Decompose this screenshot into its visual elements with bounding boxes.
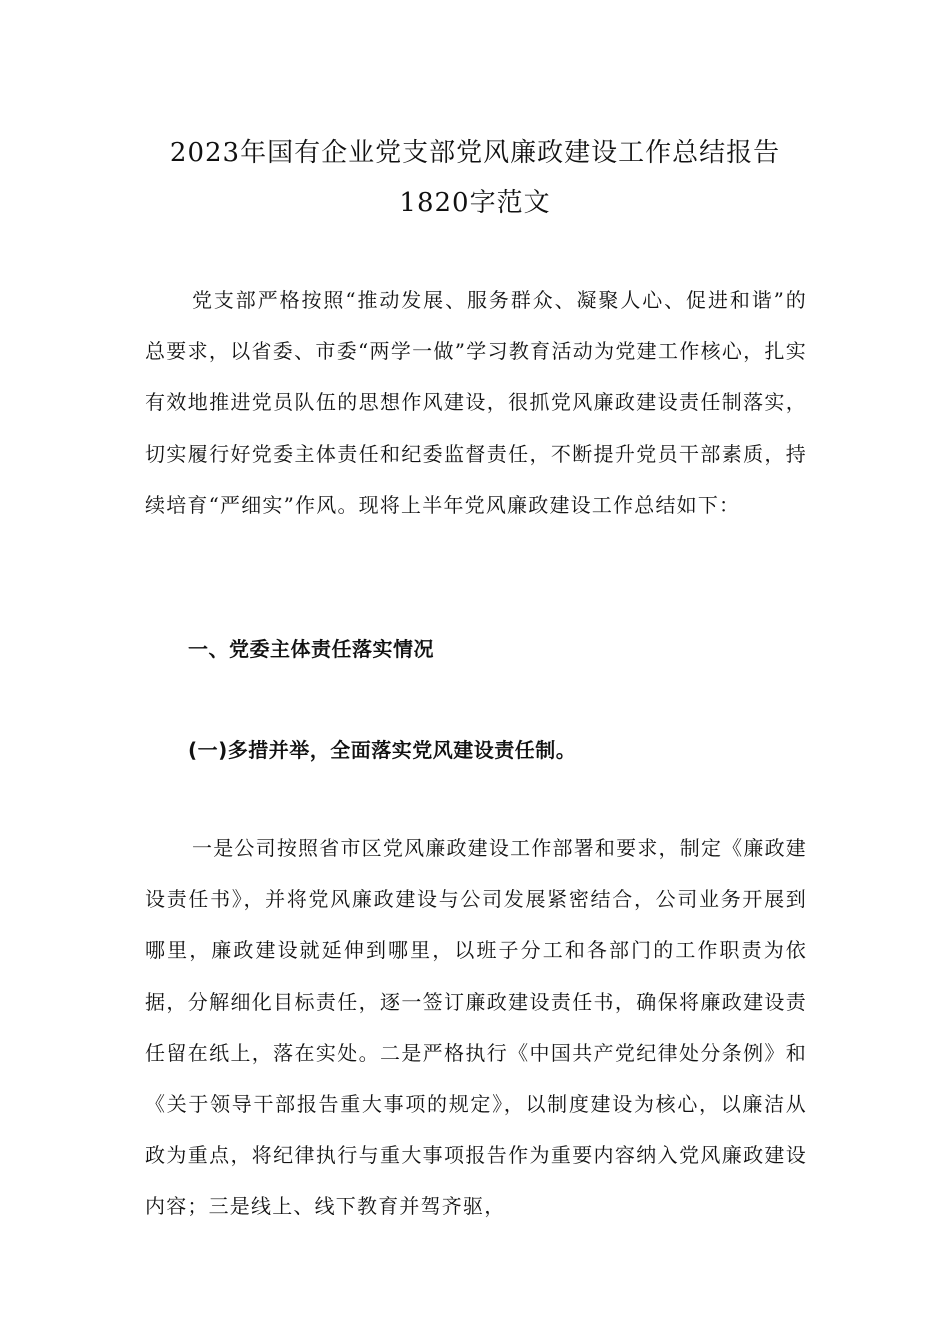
subsection-heading: (一)多措并举，全面落实党风建设责任制。 xyxy=(188,738,577,762)
section-heading: 一、党委主体责任落实情况 xyxy=(188,637,434,661)
title-line-1: 2023年国有企业党支部党风廉政建设工作总结报告 xyxy=(169,138,781,168)
body-paragraph: 一是公司按照省市区党风廉政建设工作部署和要求，制定《廉政建设责任书》，并将党风廉政建设与公司发展紧密结合，公司业务开展到哪里，廉政建设就延伸到哪里，以班子分工和各部门的工作职责为依据，分解细化目标责任，逐一签订廉政建设责任书，确保将廉政建设责任留在纸上，落在实处。二是严格执行《中国共产党纪律处分条例》和《关于领导干部报告重大事项的规定》，以制度建设为核心，以廉洁从政为重点，将纪律执行与重大事项报告作为重要内容纳入党风廉政建设内容；三是线上、线下教育并驾齐驱， xyxy=(145,836,807,1219)
title-line-2: 1820字范文 xyxy=(399,188,551,218)
intro-paragraph: 党支部严格按照“推动发展、服务群众、凝聚人心、促进和谐”的总要求，以省委、市委“两学一做”学习教育活动为党建工作核心，扎实有效地推进党员队伍的思想作风建设，很抓党风廉政建设责任制落实，切实履行好党委主体责任和纪委监督责任，不断提升党员干部素质，持续培育“严细实”作风。现将上半年党风廉政建设工作总结如下： xyxy=(145,288,807,517)
document-title xyxy=(145,128,805,228)
